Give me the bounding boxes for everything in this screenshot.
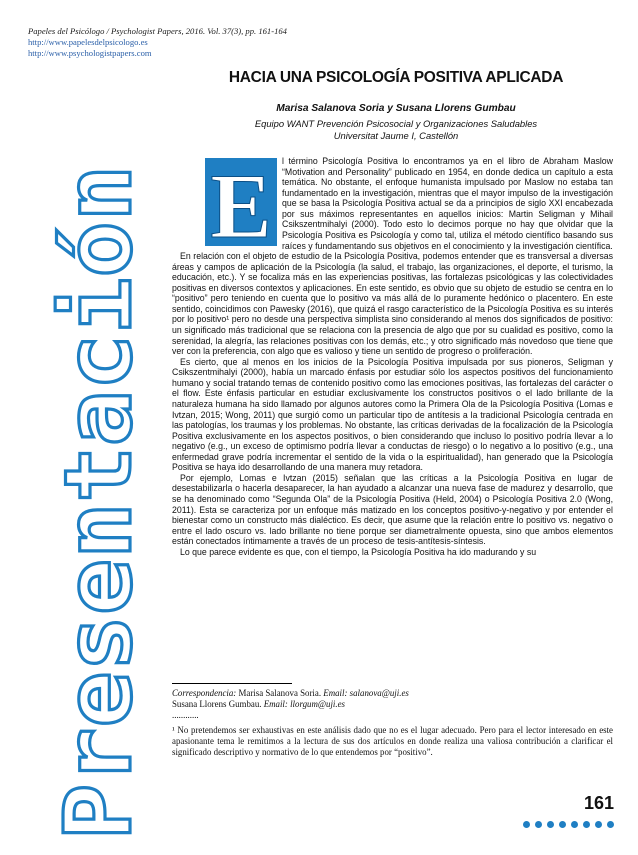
dot-icon	[547, 821, 554, 828]
drop-cap-letter: E	[210, 158, 272, 246]
footnote-1: ¹ No pretendemos ser exhaustivas en este análisis dado que no es el lugar adecuado. Pero para el lector interesado en este apasionante tema le remitimos a la lectura de sus dos artículos en donde realiza una valiosa contribución a clarificar el significado descriptivo y normativo de lo que entendemos por “positivo”.	[172, 725, 613, 757]
dot-icon	[607, 821, 614, 828]
decorative-dots	[523, 821, 614, 828]
correspondence-block	[172, 688, 613, 758]
author-1-email[interactable]: Email: salanova@uji.es	[323, 688, 409, 698]
journal-citation: Papeles del Psicólogo / Psychologist Papers, 2016. Vol. 37(3), pp. 161-164	[28, 26, 287, 36]
affiliation	[176, 118, 616, 142]
page-number: 161	[583, 793, 614, 813]
journal-url-2[interactable]: http://www.psychologistpapers.com	[28, 48, 152, 58]
journal-url-1[interactable]: http://www.papelesdelpsicologo.es	[28, 37, 148, 47]
running-header	[28, 26, 287, 59]
correspondence-line-2	[172, 699, 613, 710]
section-side-title	[22, 150, 172, 850]
author-2-name: Susana Llorens Gumbau.	[172, 699, 264, 709]
article-body	[172, 156, 613, 557]
article-title: HACIA UNA PSICOLOGÍA POSITIVA APLICADA	[228, 69, 564, 86]
separator-dots: ............	[172, 710, 199, 720]
affiliation-line-1: Equipo WANT Prevención Psicosocial y Organizaciones Saludables	[254, 118, 538, 129]
paragraph-2: En relación con el objeto de estudio de la Psicología Positiva, podemos entender que es transversal a diversas áreas y campos de aplicación de la Psicología (la salud, el trabajo, las organizaciones, el deporte, el turismo, la educación, etc.). Y se focaliza más en las experiencias positivas, las fortalezas psicológicas y las colectividades positivas en diversos contextos y aplicaciones. En este sentido, es obvio que su objeto de estudio se centra en lo “positivo” pero teniendo en cuenta que lo positivo va más allá de lo puramente hedónico o placentero. En este sentido, coincidimos con Pawesky (2016), que quizá el rasgo característico de la Psicología Positiva es su interés por lo positivo¹ pero no desde una perspectiva simplista sino considerando al menos dos significados de positivo: un significado más tradicional que se relaciona con la presencia de algo que por su cualidad es positivo, como la serenidad, la alegría, las relaciones positivas con los demás, etc.; y otro significado más novedoso que tiene que ver con la preferencia, con algo que es valioso y tiene un sentido de progreso o proliferación.	[172, 251, 613, 357]
dot-icon	[595, 821, 602, 828]
author-1-name: Marisa Salanova Soria.	[236, 688, 324, 698]
affiliation-line-2: Universitat Jaume I, Castellón	[333, 130, 459, 141]
paragraph-1: l término Psicología Positiva lo encontramos ya en el libro de Abraham Maslow “Motivation and Personality” publicado en 1954, en donde dedica un capítulo a esta temática. No obstante, el enfoque humanista impulsado por Maslow no estaba tan fundamentado en la investigación, mientras que el mayor impulso de la investigación que se basa la Psicología Positiva actual se da a principios de siglo XXI encabezada por sus máximos representantes en aquellos inicios: Martin Seligman y Mihail Csikszentmihalyi (2000). Todo esto lo decimos porque no hay que olvidar que la Psicología Positiva es Psicología y como tal, utiliza el método científico basando sus raíces y fundamentando sus objetivos en el conocimiento y la investigación científica.	[282, 156, 613, 251]
paragraph-3: Es cierto, que al menos en los inicios de la Psicología Positiva impulsada por sus pioneros, Seligman y Csikszentmihalyi (2000), había un marcado énfasis por estudiar sólo los aspectos positivos del funcionamiento humano y social tratando temas de contenido positivo como las emociones positivas, las fortalezas del carácter o el flow. Este énfasis particular en estudiar exclusivamente los constructos positivos o el lado brillante de la naturaleza humana ha sido llamado por algunos autores como la Primera Ola de la Psicología Positiva (Lomas e Ivtzan, 2015; Wong, 2011) que surgió como un particular tipo de antítesis a la tradicional Psicología centrada en las patologías, los traumas y los problemas. No obstante, las críticas derivadas de la focalización de la Psicología Positiva exclusivamente en los aspectos positivos, o bien considerando que incluso lo positivo podría llevar a lo negativo (e.g., un exceso de optimismo podría llevar a conductas de riesgo) o lo negativo a lo positivo (e.g., una enfermedad grave podría incrementar el sentido de la vida o la espiritualidad), han generado que la Psicología Positiva se haya ido desarrollando de una manera muy retadora.	[172, 356, 613, 473]
footnote-rule	[172, 683, 292, 684]
dot-icon	[535, 821, 542, 828]
dot-icon	[559, 821, 566, 828]
article-authors: Marisa Salanova Soria y Susana Llorens Gumbau	[276, 103, 516, 114]
dot-icon	[523, 821, 530, 828]
correspondence-label: Correspondencia:	[172, 688, 237, 698]
paragraph-4: Por ejemplo, Lomas e Ivtzan (2015) señalan que las críticas a la Psicología Positiva en lugar de desestabilizarla o hacerla desaparecer, la han ayudado a alcanzar una nueva fase de madurez y desarrollo, que se ha denominado como “Segunda Ola” de la Psicología Positiva (Held, 2004) o Psicología Positiva 2.0 (Wong, 2011). Esta se caracteriza por un enfoque más matizado en los conceptos positivo-y-negativo y por entender el bienestar como un constructo más dialéctico. Es decir, que asume que la relación entre lo positivo vs. negativo o entre el lado oscuro vs. lado brillante no tiene porque ser diametralmente opuesta, sino que ambos elementos están conectados íntimamente a través de un proceso de tesis-antítesis-síntesis.	[172, 472, 613, 547]
paragraph-5: Lo que parece evidente es que, con el tiempo, la Psicología Positiva ha ido madurando y su	[180, 546, 537, 557]
author-2-email[interactable]: Email: llorgum@uji.es	[263, 699, 345, 709]
correspondence-line-1	[172, 688, 613, 699]
dot-icon	[571, 821, 578, 828]
side-title-text: Presentación	[45, 175, 152, 840]
dot-icon	[583, 821, 590, 828]
